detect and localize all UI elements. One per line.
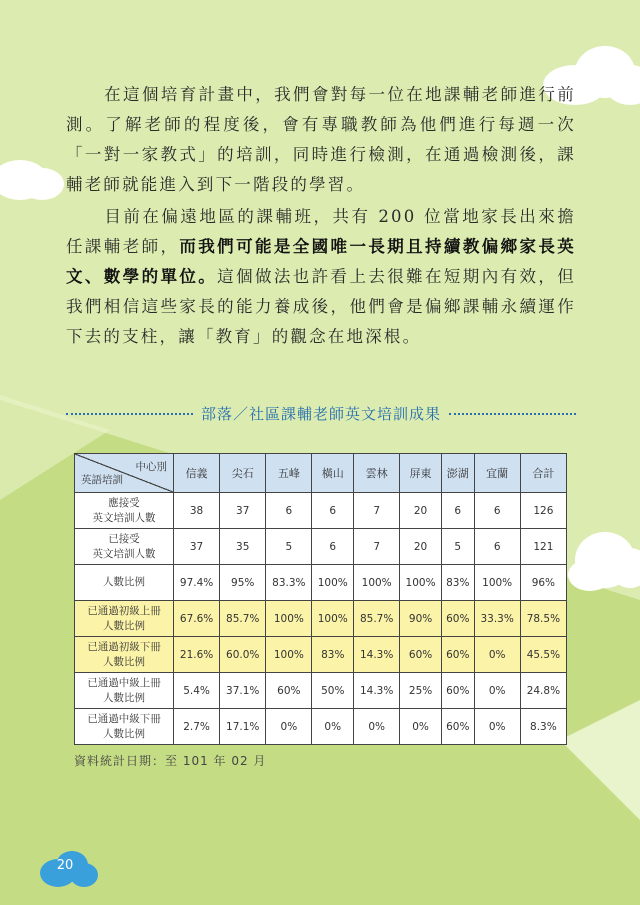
table-cell: 0% xyxy=(354,709,400,745)
data-date-note: 資料統計日期：至 101 年 02 月 xyxy=(74,754,267,768)
table-cell: 0% xyxy=(474,673,520,709)
body-paragraph: 目前在偏遠地區的課輔班，共有 200 位當地家長出來擔任課輔老師，而我們可能是全國唯一長期且持續教偏鄉家長英文、數學的單位。這個做法也許看上去很難在短期內有效，但我們相信這些家長的能力養成後，他們會是偏鄉課輔永續運作下去的支柱，讓「教育」的觀念在地深根。 xyxy=(66,207,577,346)
table-cell: 6 xyxy=(441,493,474,529)
table-row xyxy=(75,637,567,673)
table-cell: 60% xyxy=(441,601,474,637)
table-cell: 85.7% xyxy=(354,601,400,637)
table-cell: 83.3% xyxy=(266,565,312,601)
table-cell: 14.3% xyxy=(354,673,400,709)
table-cell: 67.6% xyxy=(174,601,220,637)
column-header: 五峰 xyxy=(266,454,312,493)
table-cell: 17.1% xyxy=(220,709,266,745)
corner-label-training: 英語培訓 xyxy=(81,474,123,486)
row-label: 人數比例 xyxy=(75,565,174,601)
table-cell: 78.5% xyxy=(520,601,566,637)
table-cell: 95% xyxy=(220,565,266,601)
corner-header xyxy=(75,454,174,493)
table-cell: 25% xyxy=(400,673,442,709)
column-header: 合計 xyxy=(520,454,566,493)
table-cell: 96% xyxy=(520,565,566,601)
table-body xyxy=(75,493,567,745)
row-label: 已通過初級下冊 人數比例 xyxy=(75,637,174,673)
table-cell: 24.8% xyxy=(520,673,566,709)
bold-highlight: 而我們可能是全國唯一長期且持續教偏鄉家長英文、數學的單位。 xyxy=(66,237,577,286)
table-cell: 60% xyxy=(441,637,474,673)
dotted-rule-left xyxy=(66,413,193,415)
table-cell: 100% xyxy=(474,565,520,601)
table-row xyxy=(75,565,567,601)
table-cell: 21.6% xyxy=(174,637,220,673)
row-label: 已通過中級上冊 人數比例 xyxy=(75,673,174,709)
table-cell: 0% xyxy=(474,709,520,745)
table-cell: 60% xyxy=(266,673,312,709)
table-cell: 50% xyxy=(312,673,354,709)
table-cell: 20 xyxy=(400,529,442,565)
table-cell: 0% xyxy=(266,709,312,745)
cloud-decoration-right xyxy=(560,520,640,600)
row-label: 已通過初級上冊 人數比例 xyxy=(75,601,174,637)
cloud-decoration-left xyxy=(0,150,70,205)
table-cell: 83% xyxy=(441,565,474,601)
table-cell: 35 xyxy=(220,529,266,565)
page-number: 20 xyxy=(56,858,74,873)
table-row xyxy=(75,493,567,529)
table-header-row xyxy=(75,454,567,493)
table-cell: 100% xyxy=(312,565,354,601)
table-title: 部落／社區課輔老師英文培訓成果 xyxy=(201,404,442,423)
page-number-badge xyxy=(40,849,100,889)
row-label: 已通過中級下冊 人數比例 xyxy=(75,709,174,745)
table-cell: 2.7% xyxy=(174,709,220,745)
table-cell: 100% xyxy=(266,601,312,637)
table-cell: 0% xyxy=(312,709,354,745)
table-cell: 6 xyxy=(312,493,354,529)
table-cell: 7 xyxy=(354,529,400,565)
column-header: 橫山 xyxy=(312,454,354,493)
table-cell: 38 xyxy=(174,493,220,529)
table-cell: 0% xyxy=(474,637,520,673)
table-cell: 37.1% xyxy=(220,673,266,709)
table-cell: 83% xyxy=(312,637,354,673)
table-title-bar xyxy=(66,402,576,424)
table-row xyxy=(75,709,567,745)
column-header: 宜蘭 xyxy=(474,454,520,493)
table-cell: 100% xyxy=(312,601,354,637)
table-cell: 60.0% xyxy=(220,637,266,673)
table-cell: 5 xyxy=(441,529,474,565)
column-header: 澎湖 xyxy=(441,454,474,493)
table-cell: 6 xyxy=(474,493,520,529)
table-cell: 100% xyxy=(266,637,312,673)
table-cell: 5 xyxy=(266,529,312,565)
table-cell: 33.3% xyxy=(474,601,520,637)
table-cell: 6 xyxy=(266,493,312,529)
table-cell: 20 xyxy=(400,493,442,529)
table-cell: 60% xyxy=(441,709,474,745)
table-cell: 45.5% xyxy=(520,637,566,673)
table-row xyxy=(75,529,567,565)
table-cell: 7 xyxy=(354,493,400,529)
row-label: 已接受 英文培訓人數 xyxy=(75,529,174,565)
column-header: 信義 xyxy=(174,454,220,493)
table-cell: 37 xyxy=(174,529,220,565)
table-cell: 85.7% xyxy=(220,601,266,637)
dotted-rule-right xyxy=(449,413,576,415)
table-cell: 14.3% xyxy=(354,637,400,673)
training-results-table xyxy=(74,453,567,745)
table-cell: 126 xyxy=(520,493,566,529)
table-cell: 121 xyxy=(520,529,566,565)
column-header: 雲林 xyxy=(354,454,400,493)
table-cell: 90% xyxy=(400,601,442,637)
table-cell: 8.3% xyxy=(520,709,566,745)
table-cell: 6 xyxy=(312,529,354,565)
column-header: 尖石 xyxy=(220,454,266,493)
table-cell: 0% xyxy=(400,709,442,745)
table-cell: 37 xyxy=(220,493,266,529)
table-row xyxy=(75,673,567,709)
table-cell: 6 xyxy=(474,529,520,565)
column-header: 屏東 xyxy=(400,454,442,493)
row-label: 應接受 英文培訓人數 xyxy=(75,493,174,529)
corner-label-center: 中心別 xyxy=(135,461,167,473)
table-cell: 100% xyxy=(354,565,400,601)
table-row xyxy=(75,601,567,637)
table-cell: 5.4% xyxy=(174,673,220,709)
table-cell: 97.4% xyxy=(174,565,220,601)
table-cell: 60% xyxy=(441,673,474,709)
table-cell: 60% xyxy=(400,637,442,673)
intro-paragraph: 在這個培育計畫中，我們會對每一位在地課輔老師進行前測。了解老師的程度後，會有專職教師為他們進行每週一次「一對一家教式」的培訓，同時進行檢測，在通過檢測後，課輔老師就能進入到下一階段的學習。 xyxy=(66,85,576,194)
table-cell: 100% xyxy=(400,565,442,601)
